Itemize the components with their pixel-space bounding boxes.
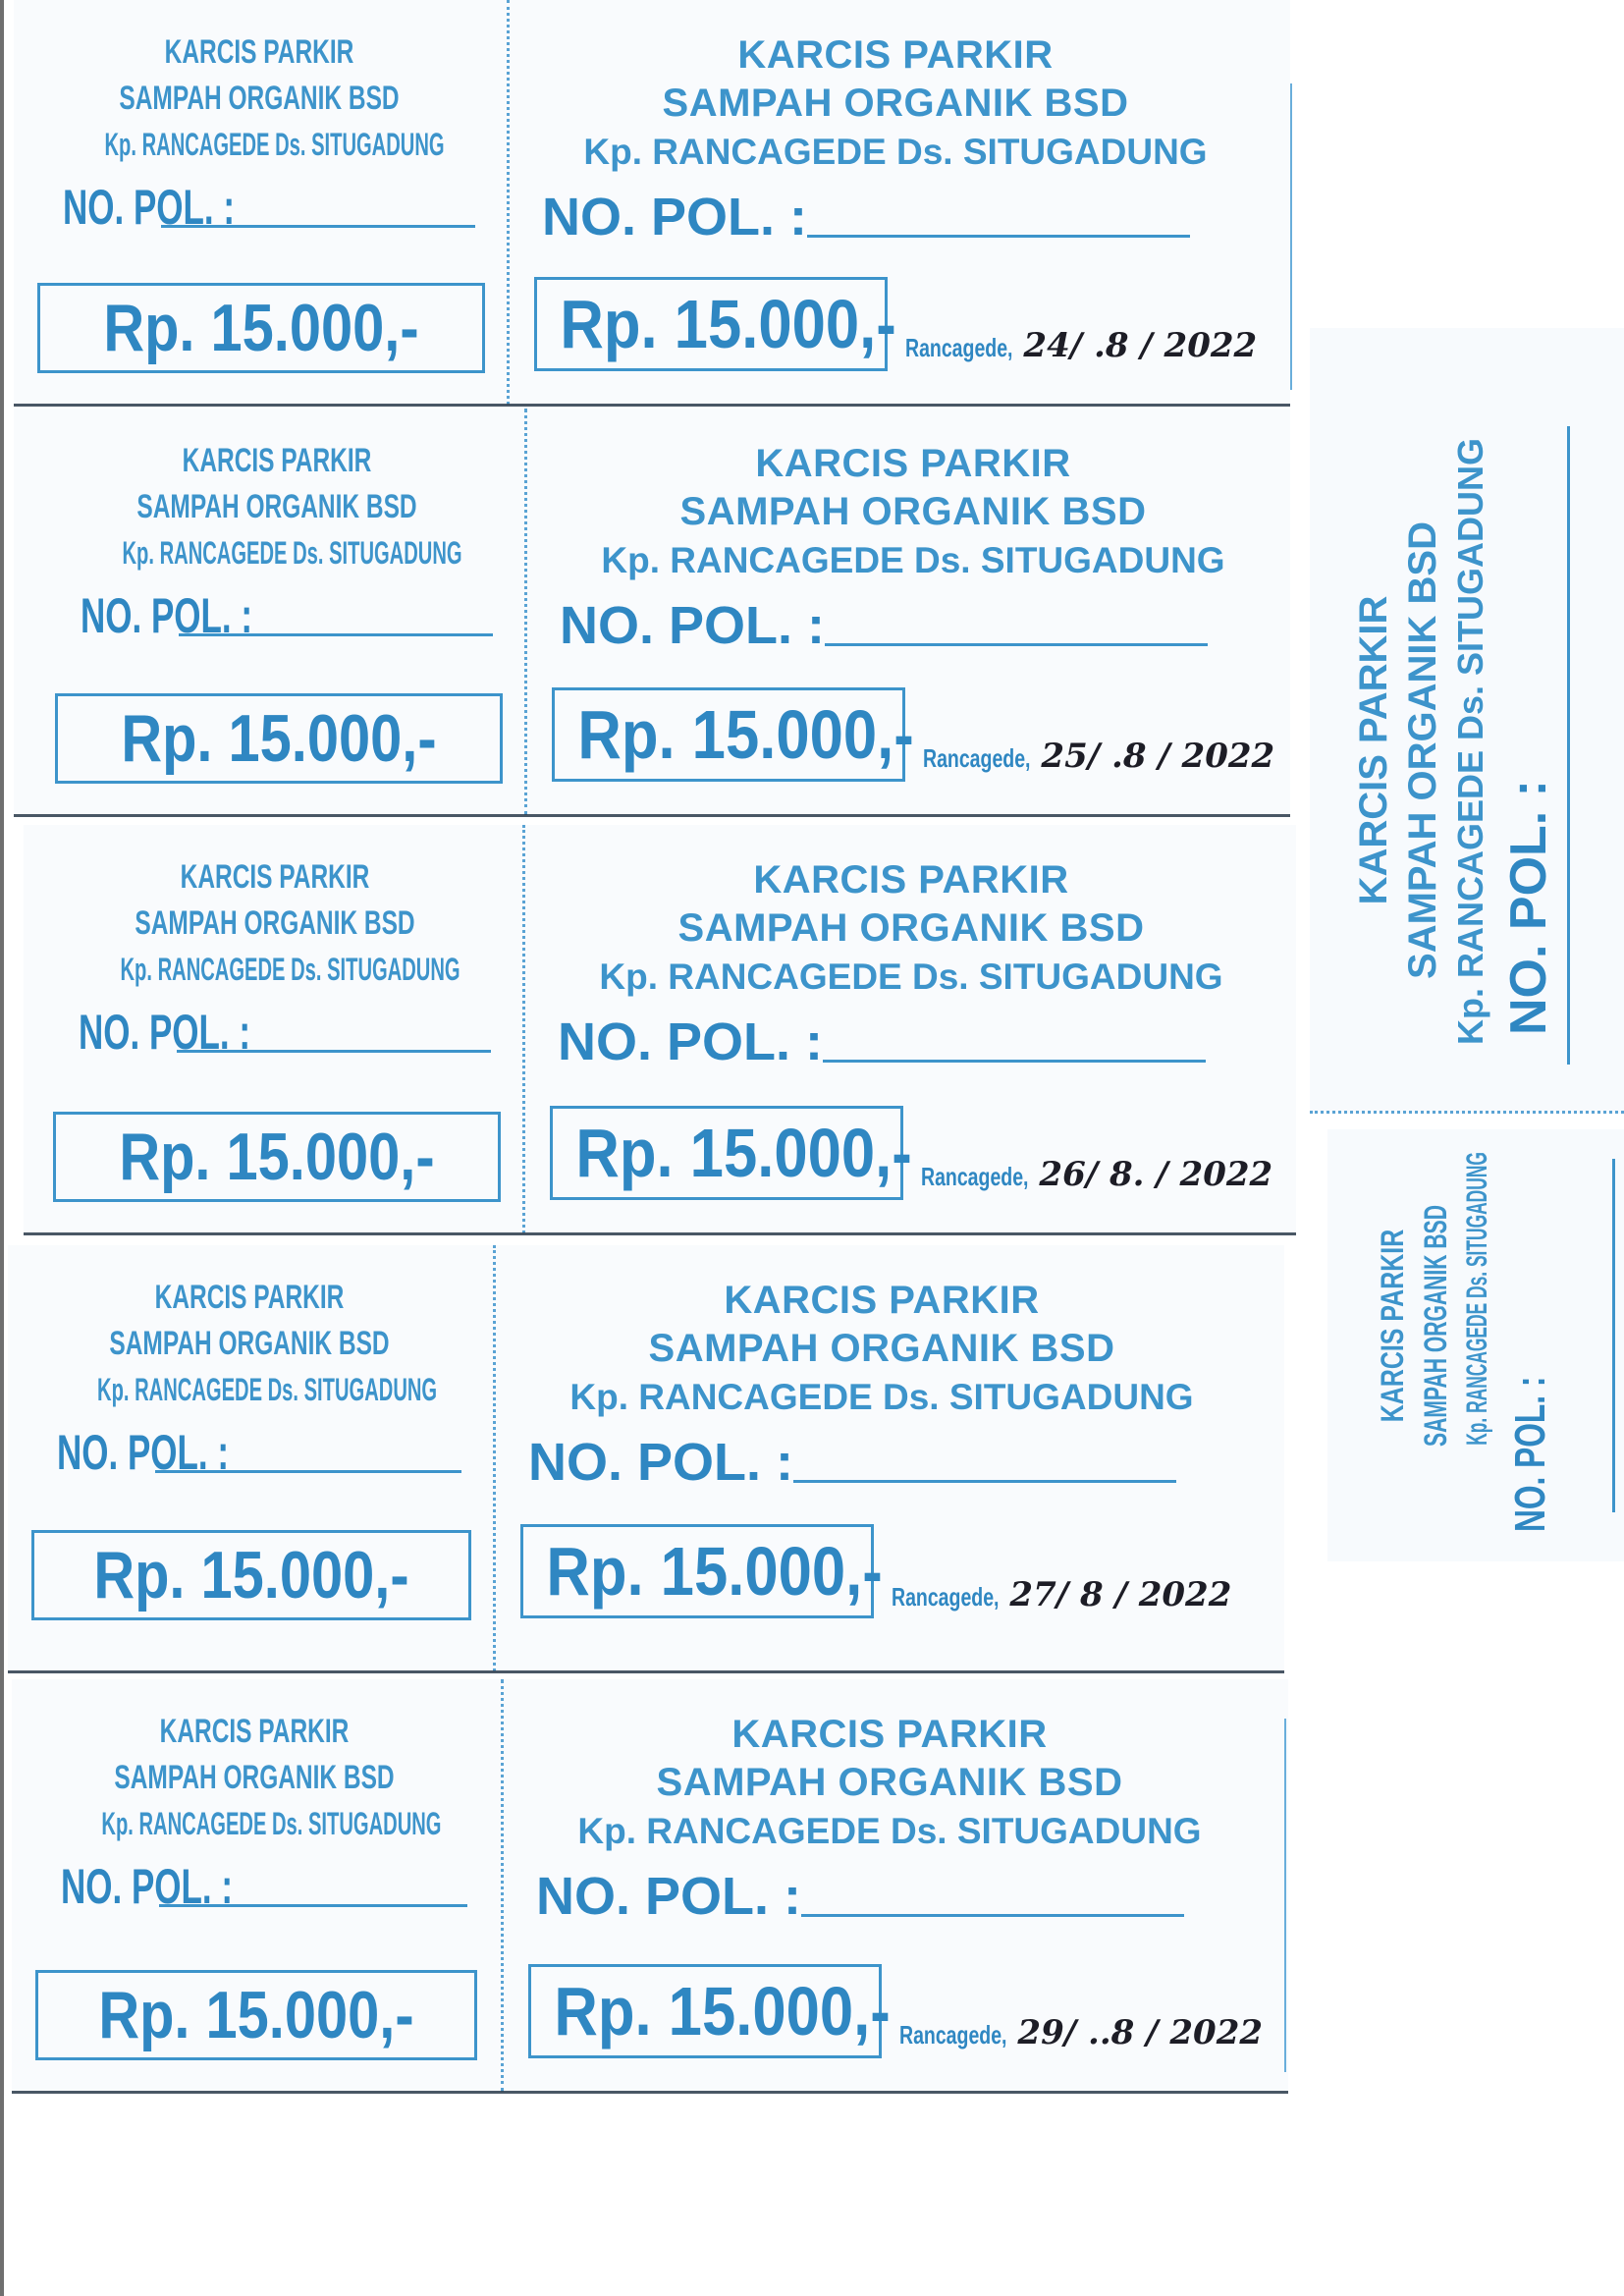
ticket-main [513, 0, 1278, 405]
ticket-main [499, 1245, 1265, 1671]
stub-plate-line [155, 1470, 461, 1473]
stub-price-box [31, 1530, 471, 1620]
main-plate-line [807, 235, 1190, 238]
main-title: KARCIS PARKIR [731, 1713, 1048, 1756]
stub-plate-field [12, 1858, 497, 1915]
stub-title: KARCIS PARKIR [164, 33, 354, 71]
stub-subtitle: SAMPAH ORGANIK BSD [136, 488, 417, 525]
stub-plate-line [179, 633, 493, 636]
main-plate-line [825, 643, 1208, 646]
date-stamp [923, 737, 1274, 776]
date-place: Rancagede, [899, 2020, 1007, 2050]
ticket-row-2 [14, 409, 1290, 815]
handwritten-date: 26/ 8. / 2022 [1039, 1155, 1273, 1194]
side-border [1612, 1159, 1615, 1512]
main-price-box [528, 1964, 891, 2058]
date-stamp [892, 1575, 1231, 1614]
ticket-stub [8, 1245, 491, 1671]
stub-plate-label: NO. POL. : [57, 1425, 229, 1480]
main-price: Rp. 15.000,- [577, 696, 914, 773]
side-ticket-lower-text [1371, 1129, 1624, 1532]
side-perforation [1310, 1103, 1624, 1114]
handwritten-date: 27/ 8 / 2022 [1009, 1575, 1232, 1614]
side-ticket-upper [1310, 328, 1624, 1114]
stub-plate-field [8, 1424, 491, 1481]
stub-plate-field [31, 587, 522, 644]
main-address: Kp. RANCAGEDE Ds. SITUGADUNG [569, 1377, 1194, 1417]
main-price: Rp. 15.000,- [554, 1973, 891, 2050]
main-plate-field [530, 595, 1296, 656]
stub-price: Rp. 15.000,- [93, 1538, 409, 1613]
date-place: Rancagede, [905, 333, 1013, 362]
side-title: KARCIS PARKIR [1375, 1229, 1410, 1423]
date-stamp [899, 2013, 1263, 2052]
handwritten-date: 25/ .8 / 2022 [1041, 737, 1275, 776]
main-title: KARCIS PARKIR [737, 33, 1054, 77]
side-title: KARCIS PARKIR [1352, 595, 1395, 905]
main-plate-label: NO. POL. : [536, 1867, 801, 1926]
perforation-line [524, 409, 527, 815]
ticket-stub [31, 409, 522, 815]
stub-price: Rp. 15.000,- [103, 291, 419, 365]
ticket-main [528, 825, 1294, 1233]
stub-plate-label: NO. POL. : [81, 588, 252, 643]
ticket-row-1 [14, 0, 1290, 405]
main-price: Rp. 15.000,- [560, 286, 896, 362]
stub-subtitle: SAMPAH ORGANIK BSD [119, 80, 400, 117]
side-address: Kp. RANCAGEDE Ds. SITUGADUNG [1461, 1152, 1493, 1446]
date-stamp [921, 1155, 1272, 1194]
ticket-stub [29, 825, 520, 1233]
main-plate-field [499, 1432, 1265, 1493]
stub-address: Kp. RANCAGEDE Ds. SITUGADUNG [120, 952, 460, 987]
main-price-box [534, 277, 896, 371]
main-title: KARCIS PARKIR [753, 858, 1069, 902]
ticket-main [507, 1679, 1272, 2092]
main-price: Rp. 15.000,- [546, 1533, 883, 1610]
ticket-row-4 [8, 1245, 1284, 1671]
stub-price-box [35, 1970, 477, 2060]
ticket-row-3 [24, 825, 1296, 1233]
stub-address: Kp. RANCAGEDE Ds. SITUGADUNG [122, 535, 462, 571]
main-address: Kp. RANCAGEDE Ds. SITUGADUNG [601, 540, 1225, 580]
side-plate-line [1567, 426, 1570, 1065]
main-title: KARCIS PARKIR [755, 442, 1071, 485]
edge-mark [1290, 83, 1292, 390]
stub-address: Kp. RANCAGEDE Ds. SITUGADUNG [97, 1372, 438, 1407]
side-ticket-lower [1327, 1129, 1624, 1561]
stub-plate-line [161, 225, 475, 228]
stub-plate-line [159, 1904, 467, 1907]
main-price-box [552, 687, 914, 782]
ticket-main [530, 409, 1296, 815]
ticket-stub [14, 0, 505, 405]
stub-title: KARCIS PARKIR [182, 442, 372, 479]
main-plate-line [823, 1060, 1206, 1063]
main-price-box [550, 1106, 912, 1200]
handwritten-date: 24/ .8 / 2022 [1023, 326, 1258, 365]
main-plate-label: NO. POL. : [560, 596, 825, 655]
main-subtitle: SAMPAH ORGANIK BSD [648, 1327, 1115, 1370]
perforation-line [493, 1245, 496, 1671]
stub-price: Rp. 15.000,- [119, 1120, 435, 1194]
stub-plate-label: NO. POL. : [61, 1859, 233, 1914]
date-place: Rancagede, [923, 743, 1031, 773]
main-address: Kp. RANCAGEDE Ds. SITUGADUNG [599, 957, 1223, 997]
stub-price-box [55, 693, 503, 784]
stub-plate-line [177, 1050, 491, 1053]
ticket-row-5 [12, 1679, 1288, 2092]
edge-mark [1284, 1719, 1286, 2072]
stub-title: KARCIS PARKIR [180, 858, 370, 896]
main-plate-field [528, 1011, 1294, 1072]
handwritten-date: 29/ ..8 / 2022 [1017, 2013, 1264, 2052]
main-plate-label: NO. POL. : [528, 1433, 793, 1492]
main-subtitle: SAMPAH ORGANIK BSD [656, 1761, 1123, 1804]
perforation-line [507, 0, 510, 405]
stub-plate-field [14, 179, 505, 236]
main-plate-field [507, 1866, 1272, 1927]
main-plate-field [513, 187, 1278, 247]
main-price: Rp. 15.000,- [575, 1115, 912, 1191]
side-plate-label: NO. POL. : [1506, 1376, 1554, 1532]
date-place: Rancagede, [892, 1582, 1000, 1612]
side-ticket-upper-text [1345, 437, 1624, 1045]
main-subtitle: SAMPAH ORGANIK BSD [679, 490, 1147, 533]
stub-address: Kp. RANCAGEDE Ds. SITUGADUNG [101, 1806, 442, 1841]
main-price-box [520, 1524, 883, 1618]
main-subtitle: SAMPAH ORGANIK BSD [677, 906, 1145, 950]
stub-plate-field [29, 1004, 520, 1061]
perforation-line [522, 825, 525, 1233]
stub-subtitle: SAMPAH ORGANIK BSD [109, 1325, 390, 1362]
main-address: Kp. RANCAGEDE Ds. SITUGADUNG [583, 132, 1208, 172]
stub-address: Kp. RANCAGEDE Ds. SITUGADUNG [104, 127, 445, 162]
stub-price-box [53, 1112, 501, 1202]
stub-plate-label: NO. POL. : [63, 180, 235, 235]
date-stamp [905, 326, 1257, 365]
perforation-line [501, 1679, 504, 2092]
stub-subtitle: SAMPAH ORGANIK BSD [135, 904, 415, 942]
date-place: Rancagede, [921, 1162, 1029, 1191]
main-plate-line [801, 1914, 1184, 1917]
stub-title: KARCIS PARKIR [154, 1279, 345, 1316]
side-subtitle: SAMPAH ORGANIK BSD [1401, 521, 1444, 979]
main-plate-label: NO. POL. : [542, 188, 807, 246]
main-subtitle: SAMPAH ORGANIK BSD [662, 82, 1129, 125]
stub-subtitle: SAMPAH ORGANIK BSD [114, 1759, 395, 1796]
side-plate-label: NO. POL. : [1500, 780, 1557, 1035]
main-plate-label: NO. POL. : [558, 1012, 823, 1071]
main-plate-line [793, 1480, 1176, 1483]
stub-price: Rp. 15.000,- [121, 701, 437, 776]
scanner-edge [0, 0, 4, 2296]
stub-title: KARCIS PARKIR [159, 1713, 350, 1750]
side-address: Kp. RANCAGEDE Ds. SITUGADUNG [1450, 437, 1490, 1045]
side-subtitle: SAMPAH ORGANIK BSD [1418, 1204, 1453, 1448]
main-address: Kp. RANCAGEDE Ds. SITUGADUNG [577, 1811, 1202, 1851]
main-title: KARCIS PARKIR [724, 1279, 1040, 1322]
stub-plate-label: NO. POL. : [79, 1005, 250, 1060]
ticket-stub [12, 1679, 497, 2092]
stub-price: Rp. 15.000,- [98, 1978, 414, 2052]
stub-price-box [37, 283, 485, 373]
